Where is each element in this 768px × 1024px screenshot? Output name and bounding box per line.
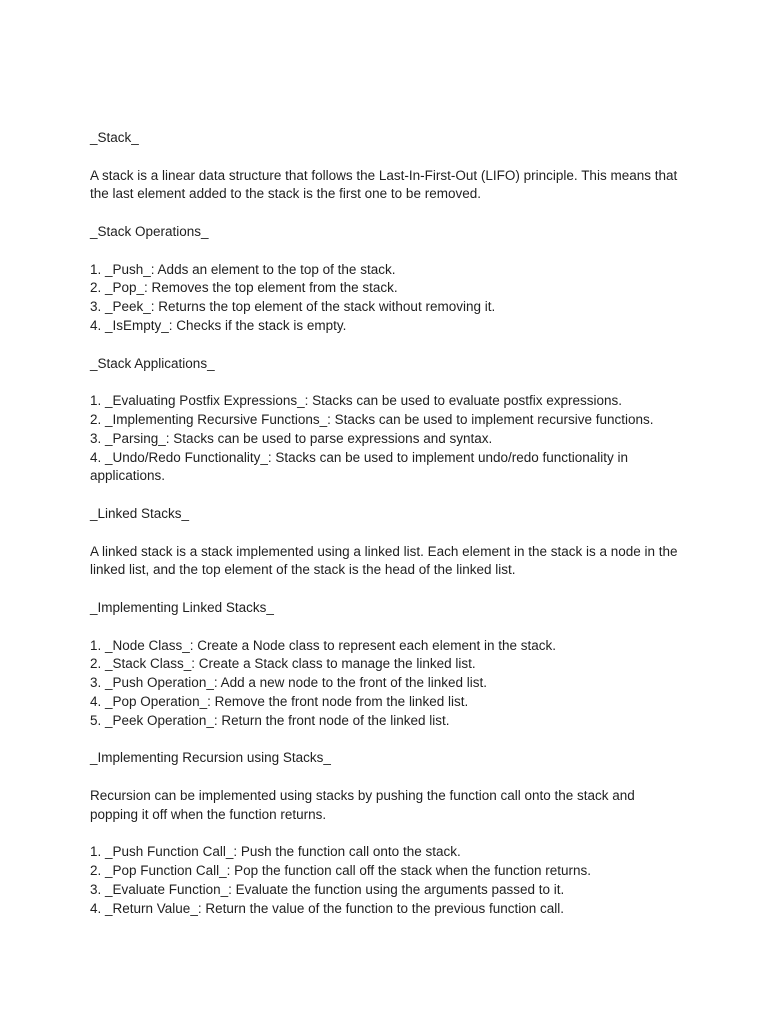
list-item: 1. _Push_: Adds an element to the top of the stack.: [90, 261, 396, 277]
list-item: 3. _Evaluate Function_: Evaluate the function using the arguments passed to it.: [90, 881, 565, 897]
list-recursion-steps: [90, 843, 680, 918]
list-item: 3. _Peek_: Returns the top element of the stack without removing it.: [90, 299, 496, 315]
list-item: 4. _Undo/Redo Functionality_: Stacks can be used to implement undo/redo functionality in applications.: [90, 449, 629, 484]
heading-linked-stacks: _Linked Stacks_: [90, 505, 190, 521]
heading-stack: _Stack_: [90, 130, 139, 145]
heading-implementing-linked-stacks: _Implementing Linked Stacks_: [90, 599, 274, 615]
list-item: 3. _Push Operation_: Add a new node to the front of the linked list.: [90, 675, 488, 691]
list-stack-operations: [90, 261, 680, 336]
list-item: 3. _Parsing_: Stacks can be used to parse expressions and syntax.: [90, 430, 493, 446]
list-implementing-linked-stacks: [90, 637, 680, 731]
document-page: [90, 129, 680, 937]
heading-recursion-using-stacks: _Implementing Recursion using Stacks_: [90, 750, 331, 766]
list-item: 2. _Implementing Recursive Functions_: Stacks can be used to implement recursive functions.: [90, 411, 654, 427]
list-item: 2. _Pop Function Call_: Pop the function call off the stack when the function returns.: [90, 863, 592, 879]
list-item: 2. _Pop_: Removes the top element from the stack.: [90, 280, 398, 296]
heading-stack-operations: _Stack Operations_: [90, 223, 209, 239]
paragraph-linked-stacks: A linked stack is a stack implemented using a linked list. Each element in the stack is a node in the linked list, and the top element of the stack is the head of the linked list.: [90, 543, 678, 578]
list-item: 1. _Push Function Call_: Push the function call onto the stack.: [90, 844, 461, 860]
paragraph-recursion: Recursion can be implemented using stacks by pushing the function call onto the stack and popping it off when the function returns.: [90, 787, 635, 822]
list-item: 4. _IsEmpty_: Checks if the stack is empty.: [90, 317, 347, 333]
list-stack-applications: [90, 392, 680, 486]
heading-stack-applications: _Stack Applications_: [90, 355, 215, 371]
list-item: 4. _Return Value_: Return the value of the function to the previous function call.: [90, 900, 565, 916]
list-item: 1. _Evaluating Postfix Expressions_: Stacks can be used to evaluate postfix expressions.: [90, 393, 623, 409]
list-item: 4. _Pop Operation_: Remove the front node from the linked list.: [90, 693, 469, 709]
list-item: 1. _Node Class_: Create a Node class to represent each element in the stack.: [90, 637, 557, 653]
list-item: 5. _Peek Operation_: Return the front node of the linked list.: [90, 712, 450, 728]
list-item: 2. _Stack Class_: Create a Stack class to manage the linked list.: [90, 656, 476, 672]
paragraph-stack-definition: A stack is a linear data structure that follows the Last-In-First-Out (LIFO) principle. This means that the last element added to the stack is the first one to be removed.: [90, 167, 678, 202]
